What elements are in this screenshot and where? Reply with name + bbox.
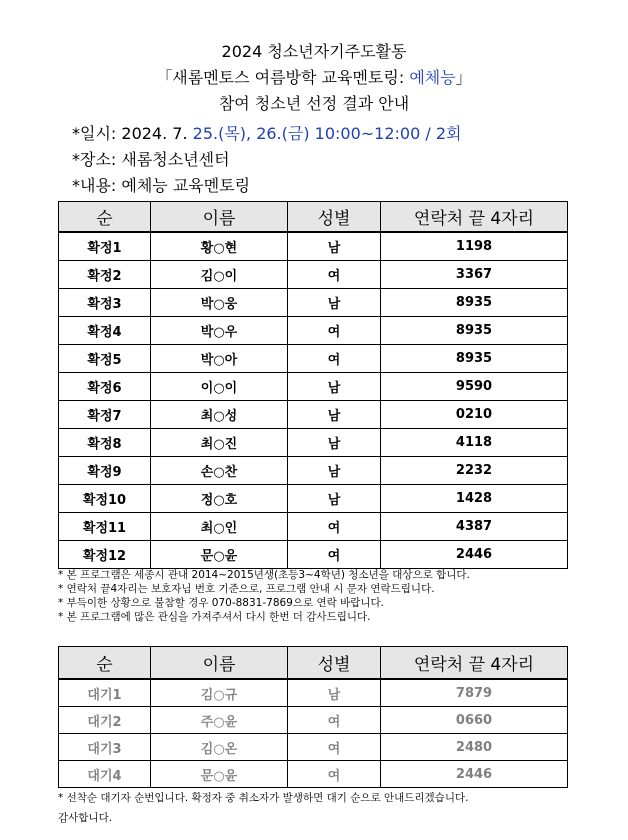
cell-name: 김○온 <box>151 734 288 761</box>
cell-gender: 여 <box>288 317 381 345</box>
cell-order: 대기1 <box>59 679 151 707</box>
cell-name: 최○성 <box>151 401 288 429</box>
cell-phone: 1198 <box>381 232 568 261</box>
cell-phone: 8935 <box>381 289 568 317</box>
cell-gender: 남 <box>288 457 381 485</box>
confirmed-table-header <box>59 202 568 233</box>
table-row <box>59 401 568 429</box>
waitlist-table <box>58 646 568 788</box>
cell-gender: 남 <box>288 485 381 513</box>
info-content: *내용: 예체능 교육멘토링 <box>72 176 251 195</box>
cell-gender: 여 <box>288 261 381 289</box>
cell-gender: 남 <box>288 429 381 457</box>
cell-gender: 여 <box>288 345 381 373</box>
note-item: * 연락처 끝4자리는 보호자님 번호 기준으로, 프로그램 안내 시 문자 연락드립니다. <box>58 583 435 595</box>
cell-order: 확정6 <box>59 373 151 401</box>
table-row <box>59 513 568 541</box>
title-line-3: 참여 청소년 선정 결과 안내 <box>218 94 410 113</box>
cell-phone: 2480 <box>381 734 568 761</box>
title-line-2-accent: 예체능 <box>409 68 456 87</box>
table-row <box>59 734 568 761</box>
cell-name: 이○이 <box>151 373 288 401</box>
cell-gender: 여 <box>288 734 381 761</box>
cell-order: 대기3 <box>59 734 151 761</box>
header-gender: 성별 <box>288 647 381 680</box>
cell-order: 확정10 <box>59 485 151 513</box>
cell-order: 확정7 <box>59 401 151 429</box>
header-name: 이름 <box>151 647 288 680</box>
table-row <box>59 429 568 457</box>
cell-phone: 8935 <box>381 345 568 373</box>
table-row <box>59 345 568 373</box>
table-row <box>59 373 568 401</box>
table-row <box>59 541 568 569</box>
cell-order: 확정11 <box>59 513 151 541</box>
cell-name: 박○우 <box>151 317 288 345</box>
cell-name: 정○호 <box>151 485 288 513</box>
cell-phone: 4387 <box>381 513 568 541</box>
table-row <box>59 485 568 513</box>
note-item: * 본 프로그램은 세종시 관내 2014~2015년생(초등3~4학년) 청소년을 대상으로 합니다. <box>58 569 470 581</box>
table-row <box>59 761 568 788</box>
table-row <box>59 457 568 485</box>
cell-gender: 남 <box>288 401 381 429</box>
header-order: 순 <box>59 647 151 680</box>
cell-phone: 1428 <box>381 485 568 513</box>
cell-gender: 남 <box>288 289 381 317</box>
info-date <box>72 124 462 144</box>
cell-gender: 남 <box>288 373 381 401</box>
confirmed-table <box>58 201 568 569</box>
table-row <box>59 261 568 289</box>
info-date-accent: 25.(목), 26.(금) 10:00~12:00 / 2회 <box>192 124 462 143</box>
header-phone: 연락처 끝 4자리 <box>381 202 568 233</box>
cell-phone: 8935 <box>381 317 568 345</box>
cell-name: 주○윤 <box>151 707 288 734</box>
cell-name: 김○이 <box>151 261 288 289</box>
cell-order: 확정2 <box>59 261 151 289</box>
cell-order: 대기2 <box>59 707 151 734</box>
title-line-1: 2024 청소년자기주도활동 <box>221 42 407 61</box>
cell-order: 확정3 <box>59 289 151 317</box>
cell-order: 확정4 <box>59 317 151 345</box>
note-item: * 본 프로그램에 많은 관심을 가져주셔서 다시 한번 더 감사드립니다. <box>58 611 371 623</box>
table-row <box>59 289 568 317</box>
table-row <box>59 707 568 734</box>
note-item: * 부득이한 상황으로 불참할 경우 070-8831-7869으로 연락 바랍니다. <box>58 597 385 609</box>
header-phone: 연락처 끝 4자리 <box>381 647 568 680</box>
cell-order: 확정9 <box>59 457 151 485</box>
cell-order: 확정5 <box>59 345 151 373</box>
cell-name: 문○윤 <box>151 761 288 788</box>
cell-phone: 9590 <box>381 373 568 401</box>
cell-phone: 7879 <box>381 679 568 707</box>
header-gender: 성별 <box>288 202 381 233</box>
cell-order: 확정8 <box>59 429 151 457</box>
cell-name: 김○규 <box>151 679 288 707</box>
info-place: *장소: 새롬청소년센터 <box>72 150 230 169</box>
cell-gender: 여 <box>288 541 381 569</box>
notes <box>58 568 470 624</box>
cell-name: 문○윤 <box>151 541 288 569</box>
cell-phone: 2232 <box>381 457 568 485</box>
cell-name: 박○아 <box>151 345 288 373</box>
cell-phone: 3367 <box>381 261 568 289</box>
footer-note: * 선착순 대기자 순번입니다. 확정자 중 취소자가 발생하면 대기 순으로 안내드리겠습니다. <box>58 792 469 804</box>
table-row <box>59 679 568 707</box>
header-name: 이름 <box>151 202 288 233</box>
title-line-2 <box>0 68 628 88</box>
header-order: 순 <box>59 202 151 233</box>
cell-name: 황○현 <box>151 232 288 261</box>
cell-gender: 남 <box>288 679 381 707</box>
table-row <box>59 317 568 345</box>
cell-name: 최○진 <box>151 429 288 457</box>
title-line-2-prefix: 「새롬멘토스 여름방학 교육멘토링: <box>156 68 410 87</box>
table-row <box>59 232 568 261</box>
cell-order: 확정1 <box>59 232 151 261</box>
cell-gender: 여 <box>288 761 381 788</box>
cell-phone: 2446 <box>381 761 568 788</box>
footer-notes <box>58 788 578 828</box>
cell-gender: 여 <box>288 513 381 541</box>
title-line-2-suffix: 」 <box>455 68 472 87</box>
cell-name: 최○인 <box>151 513 288 541</box>
cell-gender: 여 <box>288 707 381 734</box>
footer-thanks: 감사합니다. <box>58 812 113 824</box>
cell-name: 손○찬 <box>151 457 288 485</box>
waitlist-table-header <box>59 647 568 680</box>
cell-order: 대기4 <box>59 761 151 788</box>
info-date-prefix: *일시: 2024. 7. <box>72 124 193 143</box>
cell-phone: 0660 <box>381 707 568 734</box>
cell-name: 박○웅 <box>151 289 288 317</box>
cell-gender: 남 <box>288 232 381 261</box>
cell-phone: 2446 <box>381 541 568 569</box>
cell-phone: 0210 <box>381 401 568 429</box>
cell-phone: 4118 <box>381 429 568 457</box>
cell-order: 확정12 <box>59 541 151 569</box>
